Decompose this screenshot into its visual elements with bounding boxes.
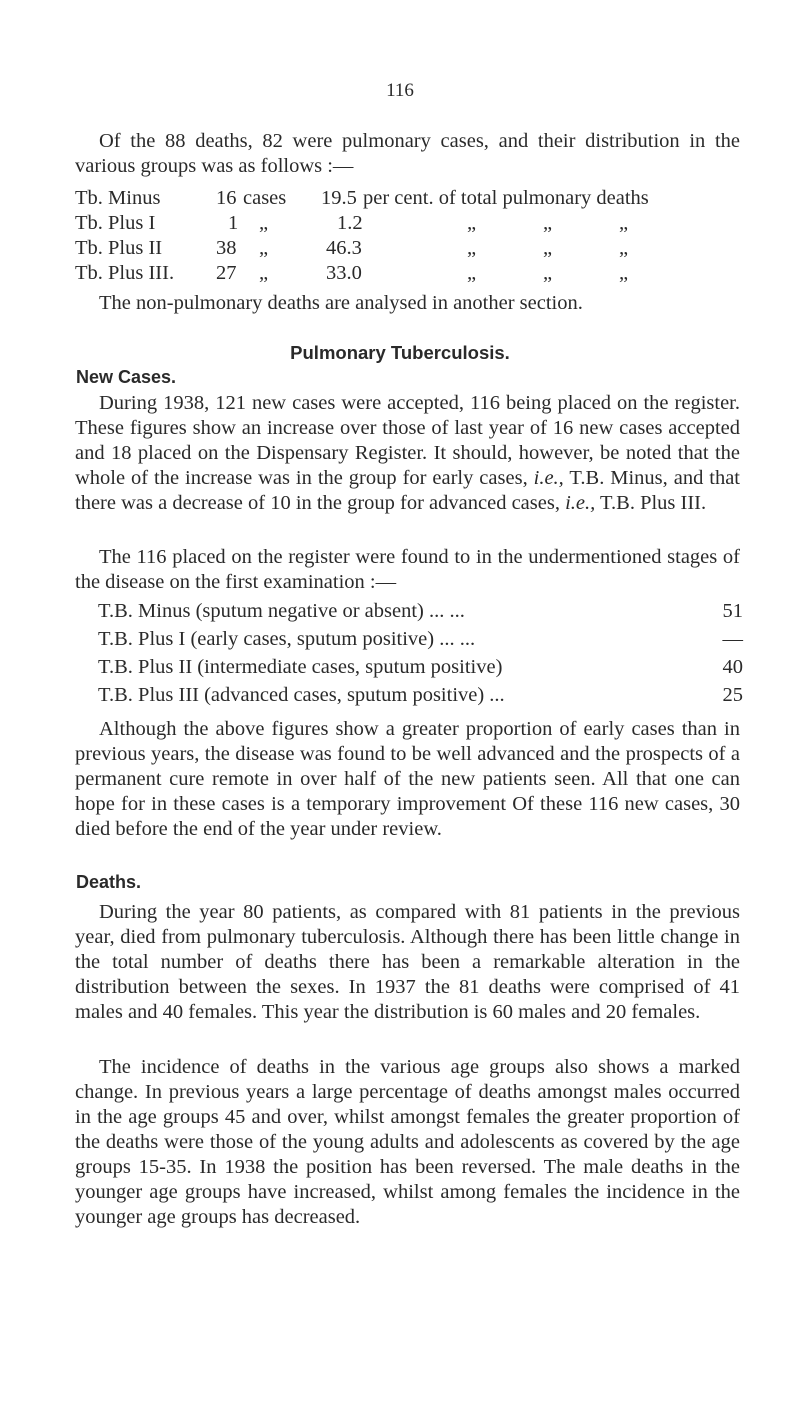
deaths-heading: Deaths.	[76, 872, 142, 892]
ditto-mark: „	[467, 212, 477, 234]
case-count: 27	[216, 262, 237, 284]
distribution-row	[75, 236, 755, 261]
group-label: Tb. Minus	[75, 187, 161, 209]
ditto-mark: „	[259, 262, 269, 284]
stages-intro-paragraph: The 116 placed on the register were found to in the undermentioned stages of the disease on the first examination :—	[75, 546, 740, 593]
ditto-mark: „	[619, 262, 629, 284]
ditto-mark: „	[543, 262, 553, 284]
case-count: 38	[216, 237, 237, 259]
intro-paragraph: Of the 88 deaths, 82 were pulmonary cases, and their distribution in the various groups was as follows :—	[75, 130, 740, 177]
stage-label: T.B. Plus I (early cases, sputum positive) ... ...	[98, 628, 476, 650]
new-cases-summary-paragraph: Although the above figures show a greater proportion of early cases than in previous years, the disease was found to be well advanced and the prospects of a permanent cure remote in over half of the new patients seen. All that one can hope for in these cases is a temporary improvement Of these 116 new cases, 30 died before the end of the year under review.	[75, 718, 740, 840]
stage-row	[98, 627, 743, 652]
stage-row	[98, 655, 743, 680]
group-label: Tb. Plus III.	[75, 262, 175, 284]
stage-count: 25	[722, 684, 743, 706]
stage-count: —	[722, 628, 743, 650]
ditto-mark: „	[259, 212, 269, 234]
stage-row	[98, 683, 743, 708]
distribution-row	[75, 211, 755, 236]
ditto-mark: „	[259, 237, 269, 259]
group-label: Tb. Plus II	[75, 237, 163, 259]
percent-value: 33.0	[326, 262, 362, 284]
non-pulmonary-note: The non-pulmonary deaths are analysed in another section.	[99, 292, 583, 314]
ditto-mark: „	[543, 237, 553, 259]
stage-count: 51	[722, 600, 743, 622]
case-count: 1	[228, 212, 239, 234]
age-groups-paragraph: The incidence of deaths in the various age groups also shows a marked change. In previous years a large percentage of deaths amongst males occurred in the age groups 45 and over, whilst amongst females the greater proportion of the deaths were those of the young adults and adolescents as covered by the age groups 15-35. In 1938 the position has been reversed. The male deaths in the younger age groups have increased, whilst among females the incidence in the younger age groups has decreased.	[75, 1056, 740, 1228]
page-number: 116	[386, 80, 414, 101]
distribution-row	[75, 186, 755, 211]
stage-count: 40	[722, 656, 743, 678]
stage-label: T.B. Minus (sputum negative or absent) ... ...	[98, 600, 465, 622]
deaths-paragraph: During the year 80 patients, as compared with 81 patients in the previous year, died from pulmonary tuberculosis. Although there has been little change in the total number of deaths there has been a remarkable alteration in the distribution between the sexes. In 1937 the 81 deaths were comprised of 41 males and 40 females. This year the distribution is 60 males and 20 females.	[75, 901, 740, 1023]
ditto-mark: „	[467, 262, 477, 284]
percent-value: 1.2	[337, 212, 363, 234]
ditto-mark: „	[619, 237, 629, 259]
stage-row	[98, 599, 743, 624]
percent-value: 46.3	[326, 237, 362, 259]
percent-description: per cent. of total pulmonary deaths	[363, 187, 649, 209]
ditto-mark: „	[467, 237, 477, 259]
distribution-row	[75, 261, 755, 286]
case-unit: cases	[243, 187, 287, 209]
new-cases-paragraph: During 1938, 121 new cases were accepted, 116 being placed on the register. These figures show an increase over those of last year of 16 new cases accepted and 18 placed on the Dispensary Register. It should, however, be noted that the whole of the increase was in the group for early cases, i.e., T.B. Minus, and that there was a decrease of 10 in the group for advanced cases, i.e., T.B. Plus III.	[75, 392, 740, 514]
section-title: Pulmonary Tuberculosis.	[290, 342, 510, 363]
stage-label: T.B. Plus II (intermediate cases, sputum positive)	[98, 656, 503, 678]
percent-value: 19.5	[321, 187, 357, 209]
case-count: 16	[216, 187, 237, 209]
stage-label: T.B. Plus III (advanced cases, sputum positive) ...	[98, 684, 505, 706]
ditto-mark: „	[543, 212, 553, 234]
new-cases-heading: New Cases.	[76, 367, 177, 387]
ditto-mark: „	[619, 212, 629, 234]
group-label: Tb. Plus I	[75, 212, 156, 234]
